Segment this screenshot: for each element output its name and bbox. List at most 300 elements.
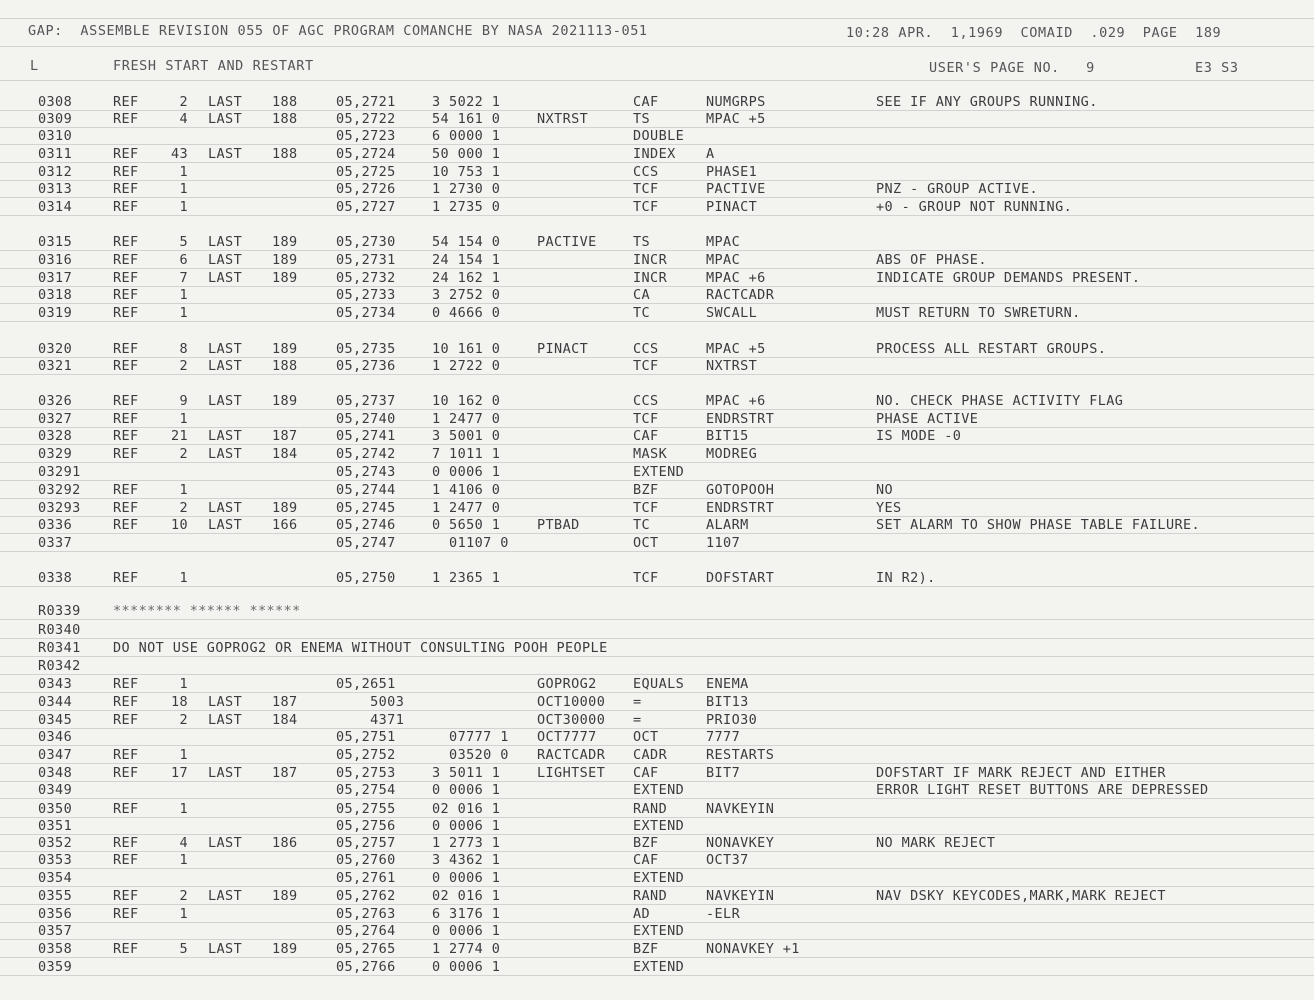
- opcode: BZF: [633, 482, 659, 498]
- comment: INDICATE GROUP DEMANDS PRESENT.: [876, 270, 1141, 286]
- paper-rule: [0, 710, 1314, 711]
- octal-code: 0 0006 1: [432, 818, 501, 834]
- symbol-label: OCT7777: [537, 729, 597, 745]
- comment: MUST RETURN TO SWRETURN.: [876, 305, 1081, 321]
- operand: MPAC +5: [706, 111, 766, 127]
- line-number: 0321: [38, 358, 73, 374]
- users-page-number: USER'S PAGE NO. 9: [929, 60, 1095, 76]
- paper-rule: [0, 763, 1314, 764]
- line-number: 0316: [38, 252, 73, 268]
- paper-rule: [0, 674, 1314, 675]
- ref-marker: REF: [113, 111, 139, 127]
- last-marker: LAST: [208, 517, 243, 533]
- ref-count: 9: [179, 393, 188, 409]
- comment: ERROR LIGHT RESET BUTTONS ARE DEPRESSED: [876, 782, 1209, 798]
- comment: IN R2).: [876, 570, 936, 586]
- ref-count: 10: [170, 517, 188, 533]
- octal-code: 6 3176 1: [432, 906, 501, 922]
- line-number: 0351: [38, 818, 73, 834]
- ref-marker: REF: [113, 941, 139, 957]
- symbol-label: OCT10000: [537, 694, 606, 710]
- paper-rule: [0, 692, 1314, 693]
- operand: ALARM: [706, 517, 749, 533]
- address: 05,2721: [336, 94, 396, 110]
- last-marker: LAST: [208, 252, 243, 268]
- ref-count: 2: [179, 712, 188, 728]
- line-number: 0358: [38, 941, 73, 957]
- line-number: 0356: [38, 906, 73, 922]
- octal-code: 6 0000 1: [432, 128, 501, 144]
- line-number: 0349: [38, 782, 73, 798]
- last-page: 189: [272, 234, 298, 250]
- address: 05,2752: [336, 747, 396, 763]
- last-marker: LAST: [208, 393, 243, 409]
- address: 05,2726: [336, 181, 396, 197]
- last-page: 166: [272, 517, 298, 533]
- paper-rule: [0, 144, 1314, 145]
- comment: YES: [876, 500, 902, 516]
- paper-rule: [0, 798, 1314, 799]
- address: 05,2750: [336, 570, 396, 586]
- ref-count: 2: [179, 94, 188, 110]
- last-page: 188: [272, 146, 298, 162]
- line-number: 0338: [38, 570, 73, 586]
- listing-row: [0, 94, 1314, 111]
- last-page: 186: [272, 835, 298, 851]
- octal-code: 0 0006 1: [432, 923, 501, 939]
- ref-marker: REF: [113, 570, 139, 586]
- paper-rule: [0, 939, 1314, 940]
- ref-count: 2: [179, 446, 188, 462]
- line-number: 0320: [38, 341, 73, 357]
- listing-row: [0, 640, 1314, 657]
- address: 05,2751: [336, 729, 396, 745]
- opcode: TS: [633, 111, 651, 127]
- comment: PNZ - GROUP ACTIVE.: [876, 181, 1039, 197]
- paper-rule: [0, 619, 1314, 620]
- last-marker: LAST: [208, 358, 243, 374]
- sheet-code: E3 S3: [1195, 60, 1239, 76]
- comment: SEE IF ANY GROUPS RUNNING.: [876, 94, 1098, 110]
- ref-marker: REF: [113, 234, 139, 250]
- opcode: EXTEND: [633, 818, 685, 834]
- ref-marker: REF: [113, 888, 139, 904]
- address: 05,2651: [336, 676, 396, 692]
- address: 05,2754: [336, 782, 396, 798]
- listing-row: [0, 729, 1314, 746]
- listing-row: [0, 959, 1314, 976]
- section-code: L: [30, 58, 39, 74]
- octal-code: 3 2752 0: [432, 287, 501, 303]
- ref-count: 1: [179, 287, 188, 303]
- address: 05,2735: [336, 341, 396, 357]
- ref-count: 1: [179, 164, 188, 180]
- symbol-label: PACTIVE: [537, 234, 597, 250]
- listing-row: [0, 870, 1314, 887]
- opcode: CAF: [633, 94, 659, 110]
- listing-date-page: 10:28 APR. 1,1969 COMAID .029 PAGE 189: [846, 25, 1222, 41]
- ref-marker: REF: [113, 446, 139, 462]
- octal-code: 0 5650 1: [432, 517, 501, 533]
- last-page: 184: [272, 712, 298, 728]
- line-number: 0337: [38, 535, 73, 551]
- address: 05,2733: [336, 287, 396, 303]
- ref-count: 1: [179, 181, 188, 197]
- ref-count: 21: [170, 428, 188, 444]
- operand: NAVKEYIN: [706, 801, 775, 817]
- listing-row: [0, 941, 1314, 958]
- line-number: R0341: [38, 640, 81, 656]
- paper-rule: [0, 215, 1314, 216]
- comment: +0 - GROUP NOT RUNNING.: [876, 199, 1073, 215]
- line-number: 0327: [38, 411, 73, 427]
- address: 05,2740: [336, 411, 396, 427]
- address: 05,2766: [336, 959, 396, 975]
- listing-row: [0, 923, 1314, 940]
- address: 05,2747: [336, 535, 396, 551]
- opcode: CAF: [633, 852, 659, 868]
- comment: NAV DSKY KEYCODES,MARK,MARK REJECT: [876, 888, 1166, 904]
- last-marker: LAST: [208, 234, 243, 250]
- paper-rule: [0, 409, 1314, 410]
- paper-rule: [0, 498, 1314, 499]
- ref-marker: REF: [113, 305, 139, 321]
- ref-marker: REF: [113, 341, 139, 357]
- last-marker: LAST: [208, 94, 243, 110]
- octal-code: 3 5022 1: [432, 94, 501, 110]
- listing-row: [0, 658, 1314, 675]
- octal-code: 7 1011 1: [432, 446, 501, 462]
- octal-code: 1 2477 0: [432, 500, 501, 516]
- ref-marker: REF: [113, 747, 139, 763]
- listing-row: [0, 305, 1314, 322]
- ref-count: 1: [179, 852, 188, 868]
- ref-count: 4: [179, 111, 188, 127]
- line-number: 0328: [38, 428, 73, 444]
- listing-row: [0, 199, 1314, 216]
- line-number: 0309: [38, 111, 73, 127]
- address: 05,2746: [336, 517, 396, 533]
- paper-rule: [0, 462, 1314, 463]
- ref-marker: REF: [113, 517, 139, 533]
- operand: BIT15: [706, 428, 749, 444]
- address: 05,2725: [336, 164, 396, 180]
- listing-row: [0, 535, 1314, 552]
- paper-rule: [0, 46, 1314, 47]
- ref-marker: REF: [113, 270, 139, 286]
- listing-row: [0, 801, 1314, 818]
- opcode: OCT: [633, 535, 659, 551]
- listing-row: [0, 287, 1314, 304]
- ref-marker: REF: [113, 694, 139, 710]
- listing-row: [0, 818, 1314, 835]
- line-number: 0319: [38, 305, 73, 321]
- line-number: R0339: [38, 603, 81, 619]
- octal-code: 1 2773 1: [432, 835, 501, 851]
- octal-code: 50 000 1: [432, 146, 501, 162]
- operand: 7777: [706, 729, 741, 745]
- ref-marker: REF: [113, 482, 139, 498]
- line-number: 0355: [38, 888, 73, 904]
- last-marker: LAST: [208, 341, 243, 357]
- listing-row: [0, 676, 1314, 693]
- last-page: 189: [272, 270, 298, 286]
- ref-marker: REF: [113, 181, 139, 197]
- operand: A: [706, 146, 715, 162]
- last-marker: LAST: [208, 428, 243, 444]
- octal-code: 3 4362 1: [432, 852, 501, 868]
- ref-count: 6: [179, 252, 188, 268]
- symbol-label: LIGHTSET: [537, 765, 606, 781]
- opcode: EXTEND: [633, 959, 685, 975]
- opcode: EXTEND: [633, 870, 685, 886]
- opcode: OCT: [633, 729, 659, 745]
- line-number: 0317: [38, 270, 73, 286]
- address: 05,2744: [336, 482, 396, 498]
- paper-rule: [0, 18, 1314, 19]
- listing-row: [0, 181, 1314, 198]
- line-number: 0357: [38, 923, 73, 939]
- line-number: 0353: [38, 852, 73, 868]
- octal-code: 54 161 0: [432, 111, 501, 127]
- address: 05,2724: [336, 146, 396, 162]
- listing-row: [0, 341, 1314, 358]
- opcode: =: [633, 694, 642, 710]
- address: 05,2764: [336, 923, 396, 939]
- opcode: RAND: [633, 888, 668, 904]
- operand: SWCALL: [706, 305, 758, 321]
- listing-row: [0, 464, 1314, 481]
- operand: ENDRSTRT: [706, 500, 775, 516]
- ref-marker: REF: [113, 428, 139, 444]
- ref-marker: REF: [113, 411, 139, 427]
- ref-count: 4: [179, 835, 188, 851]
- ref-count: 1: [179, 305, 188, 321]
- octal-code: 3 5011 1: [432, 765, 501, 781]
- address: 05,2730: [336, 234, 396, 250]
- section-title: FRESH START AND RESTART: [113, 58, 314, 74]
- opcode: TCF: [633, 411, 659, 427]
- paper-rule: [0, 745, 1314, 746]
- symbol-label: GOPROG2: [537, 676, 597, 692]
- address: 05,2757: [336, 835, 396, 851]
- opcode: AD: [633, 906, 651, 922]
- comment: NO. CHECK PHASE ACTIVITY FLAG: [876, 393, 1124, 409]
- listing-row: [0, 888, 1314, 905]
- line-number: 0347: [38, 747, 73, 763]
- last-page: 187: [272, 765, 298, 781]
- address: 5003: [336, 694, 405, 710]
- address: 05,2742: [336, 446, 396, 462]
- operand: MPAC +6: [706, 393, 766, 409]
- paper-rule: [0, 868, 1314, 869]
- octal-code: 0 0006 1: [432, 959, 501, 975]
- listing-row: [0, 622, 1314, 639]
- line-number: 0308: [38, 94, 73, 110]
- address: 05,2763: [336, 906, 396, 922]
- comment: PHASE ACTIVE: [876, 411, 979, 427]
- opcode: TCF: [633, 358, 659, 374]
- address: 05,2737: [336, 393, 396, 409]
- octal-code: 1 2722 0: [432, 358, 501, 374]
- ref-marker: REF: [113, 765, 139, 781]
- opcode: CCS: [633, 393, 659, 409]
- opcode: EXTEND: [633, 782, 685, 798]
- octal-code: 54 154 0: [432, 234, 501, 250]
- ref-marker: REF: [113, 801, 139, 817]
- line-number: 0313: [38, 181, 73, 197]
- operand: DOFSTART: [706, 570, 775, 586]
- comment: DOFSTART IF MARK REJECT AND EITHER: [876, 765, 1166, 781]
- octal-code: 1 2365 1: [432, 570, 501, 586]
- opcode: TC: [633, 305, 651, 321]
- operand: -ELR: [706, 906, 741, 922]
- paper-rule: [0, 80, 1314, 81]
- line-number: 0329: [38, 446, 73, 462]
- paper-rule: [0, 162, 1314, 163]
- operand: MPAC +5: [706, 341, 766, 357]
- paper-rule: [0, 638, 1314, 639]
- last-page: 188: [272, 358, 298, 374]
- octal-code: 1 2730 0: [432, 181, 501, 197]
- last-marker: LAST: [208, 888, 243, 904]
- operand: NUMGRPS: [706, 94, 766, 110]
- address: 05,2731: [336, 252, 396, 268]
- listing-row: [0, 694, 1314, 711]
- last-page: 189: [272, 888, 298, 904]
- comment: SET ALARM TO SHOW PHASE TABLE FAILURE.: [876, 517, 1201, 533]
- opcode: MASK: [633, 446, 668, 462]
- opcode: EXTEND: [633, 923, 685, 939]
- last-page: 189: [272, 252, 298, 268]
- last-marker: LAST: [208, 500, 243, 516]
- ref-count: 1: [179, 801, 188, 817]
- last-marker: LAST: [208, 270, 243, 286]
- opcode: INCR: [633, 270, 668, 286]
- ref-count: 1: [179, 570, 188, 586]
- last-marker: LAST: [208, 146, 243, 162]
- octal-code: 24 154 1: [432, 252, 501, 268]
- ref-marker: REF: [113, 199, 139, 215]
- listing-row: [0, 428, 1314, 445]
- line-number: 0354: [38, 870, 73, 886]
- paper-rule: [0, 250, 1314, 251]
- symbol-label: OCT30000: [537, 712, 606, 728]
- operand: BIT7: [706, 765, 741, 781]
- symbol-label: PINACT: [537, 341, 589, 357]
- operand: ENDRSTRT: [706, 411, 775, 427]
- octal-code: 3 5001 0: [432, 428, 501, 444]
- opcode: DOUBLE: [633, 128, 685, 144]
- last-marker: LAST: [208, 694, 243, 710]
- ref-marker: REF: [113, 164, 139, 180]
- paper-rule: [0, 656, 1314, 657]
- listing-row: [0, 782, 1314, 799]
- paper-rule: [0, 886, 1314, 887]
- line-number: 0346: [38, 729, 73, 745]
- line-number: 0311: [38, 146, 73, 162]
- address: 05,2722: [336, 111, 396, 127]
- paper-rule: [0, 268, 1314, 269]
- comment: ABS OF PHASE.: [876, 252, 987, 268]
- line-number: 0359: [38, 959, 73, 975]
- last-page: 187: [272, 694, 298, 710]
- ref-count: 7: [179, 270, 188, 286]
- last-page: 188: [272, 94, 298, 110]
- address: 05,2761: [336, 870, 396, 886]
- last-page: 189: [272, 500, 298, 516]
- line-number: 0350: [38, 801, 73, 817]
- paper-rule: [0, 586, 1314, 587]
- operand: 1107: [706, 535, 741, 551]
- operand: BIT13: [706, 694, 749, 710]
- symbol-label: RACTCADR: [537, 747, 606, 763]
- listing-row: [0, 906, 1314, 923]
- operand: GOTOPOOH: [706, 482, 775, 498]
- line-number: 0344: [38, 694, 73, 710]
- octal-code: 1 2774 0: [432, 941, 501, 957]
- operand: PINACT: [706, 199, 758, 215]
- ref-count: 1: [179, 906, 188, 922]
- operand: OCT37: [706, 852, 749, 868]
- ref-count: 1: [179, 676, 188, 692]
- operand: MPAC: [706, 252, 741, 268]
- ref-count: 18: [170, 694, 188, 710]
- listing-row: [0, 517, 1314, 534]
- operand: NXTRST: [706, 358, 758, 374]
- listing-title: GAP: ASSEMBLE REVISION 055 OF AGC PROGRAM COMANCHE BY NASA 2021113-051: [28, 23, 648, 39]
- opcode: INDEX: [633, 146, 676, 162]
- opcode: CA: [633, 287, 651, 303]
- listing-row: [0, 570, 1314, 587]
- listing-row: [0, 446, 1314, 463]
- last-page: 189: [272, 393, 298, 409]
- listing-row: [0, 712, 1314, 729]
- operand: MPAC: [706, 234, 741, 250]
- operand: PRIO30: [706, 712, 758, 728]
- address: 05,2760: [336, 852, 396, 868]
- paper-rule: [0, 957, 1314, 958]
- ref-marker: REF: [113, 252, 139, 268]
- listing-row: [0, 411, 1314, 428]
- operand: PACTIVE: [706, 181, 766, 197]
- line-number: 0318: [38, 287, 73, 303]
- octal-code: 0 4666 0: [432, 305, 501, 321]
- ref-count: 8: [179, 341, 188, 357]
- octal-code: 1 4106 0: [432, 482, 501, 498]
- opcode: INCR: [633, 252, 668, 268]
- opcode: =: [633, 712, 642, 728]
- ref-count: 2: [179, 358, 188, 374]
- listing-row: [0, 482, 1314, 499]
- ref-marker: REF: [113, 287, 139, 303]
- line-number: R0342: [38, 658, 81, 674]
- line-number: 0326: [38, 393, 73, 409]
- line-number: 03291: [38, 464, 81, 480]
- symbol-label: PTBAD: [537, 517, 580, 533]
- octal-code: 10 162 0: [432, 393, 501, 409]
- paper-rule: [0, 321, 1314, 322]
- comment: NO: [876, 482, 894, 498]
- paper-rule: [0, 975, 1314, 976]
- listing-row: [0, 164, 1314, 181]
- octal-code: 1 2477 0: [432, 411, 501, 427]
- address: 05,2732: [336, 270, 396, 286]
- line-number: 0314: [38, 199, 73, 215]
- ref-count: 17: [170, 765, 188, 781]
- ref-marker: REF: [113, 358, 139, 374]
- operand: PHASE1: [706, 164, 758, 180]
